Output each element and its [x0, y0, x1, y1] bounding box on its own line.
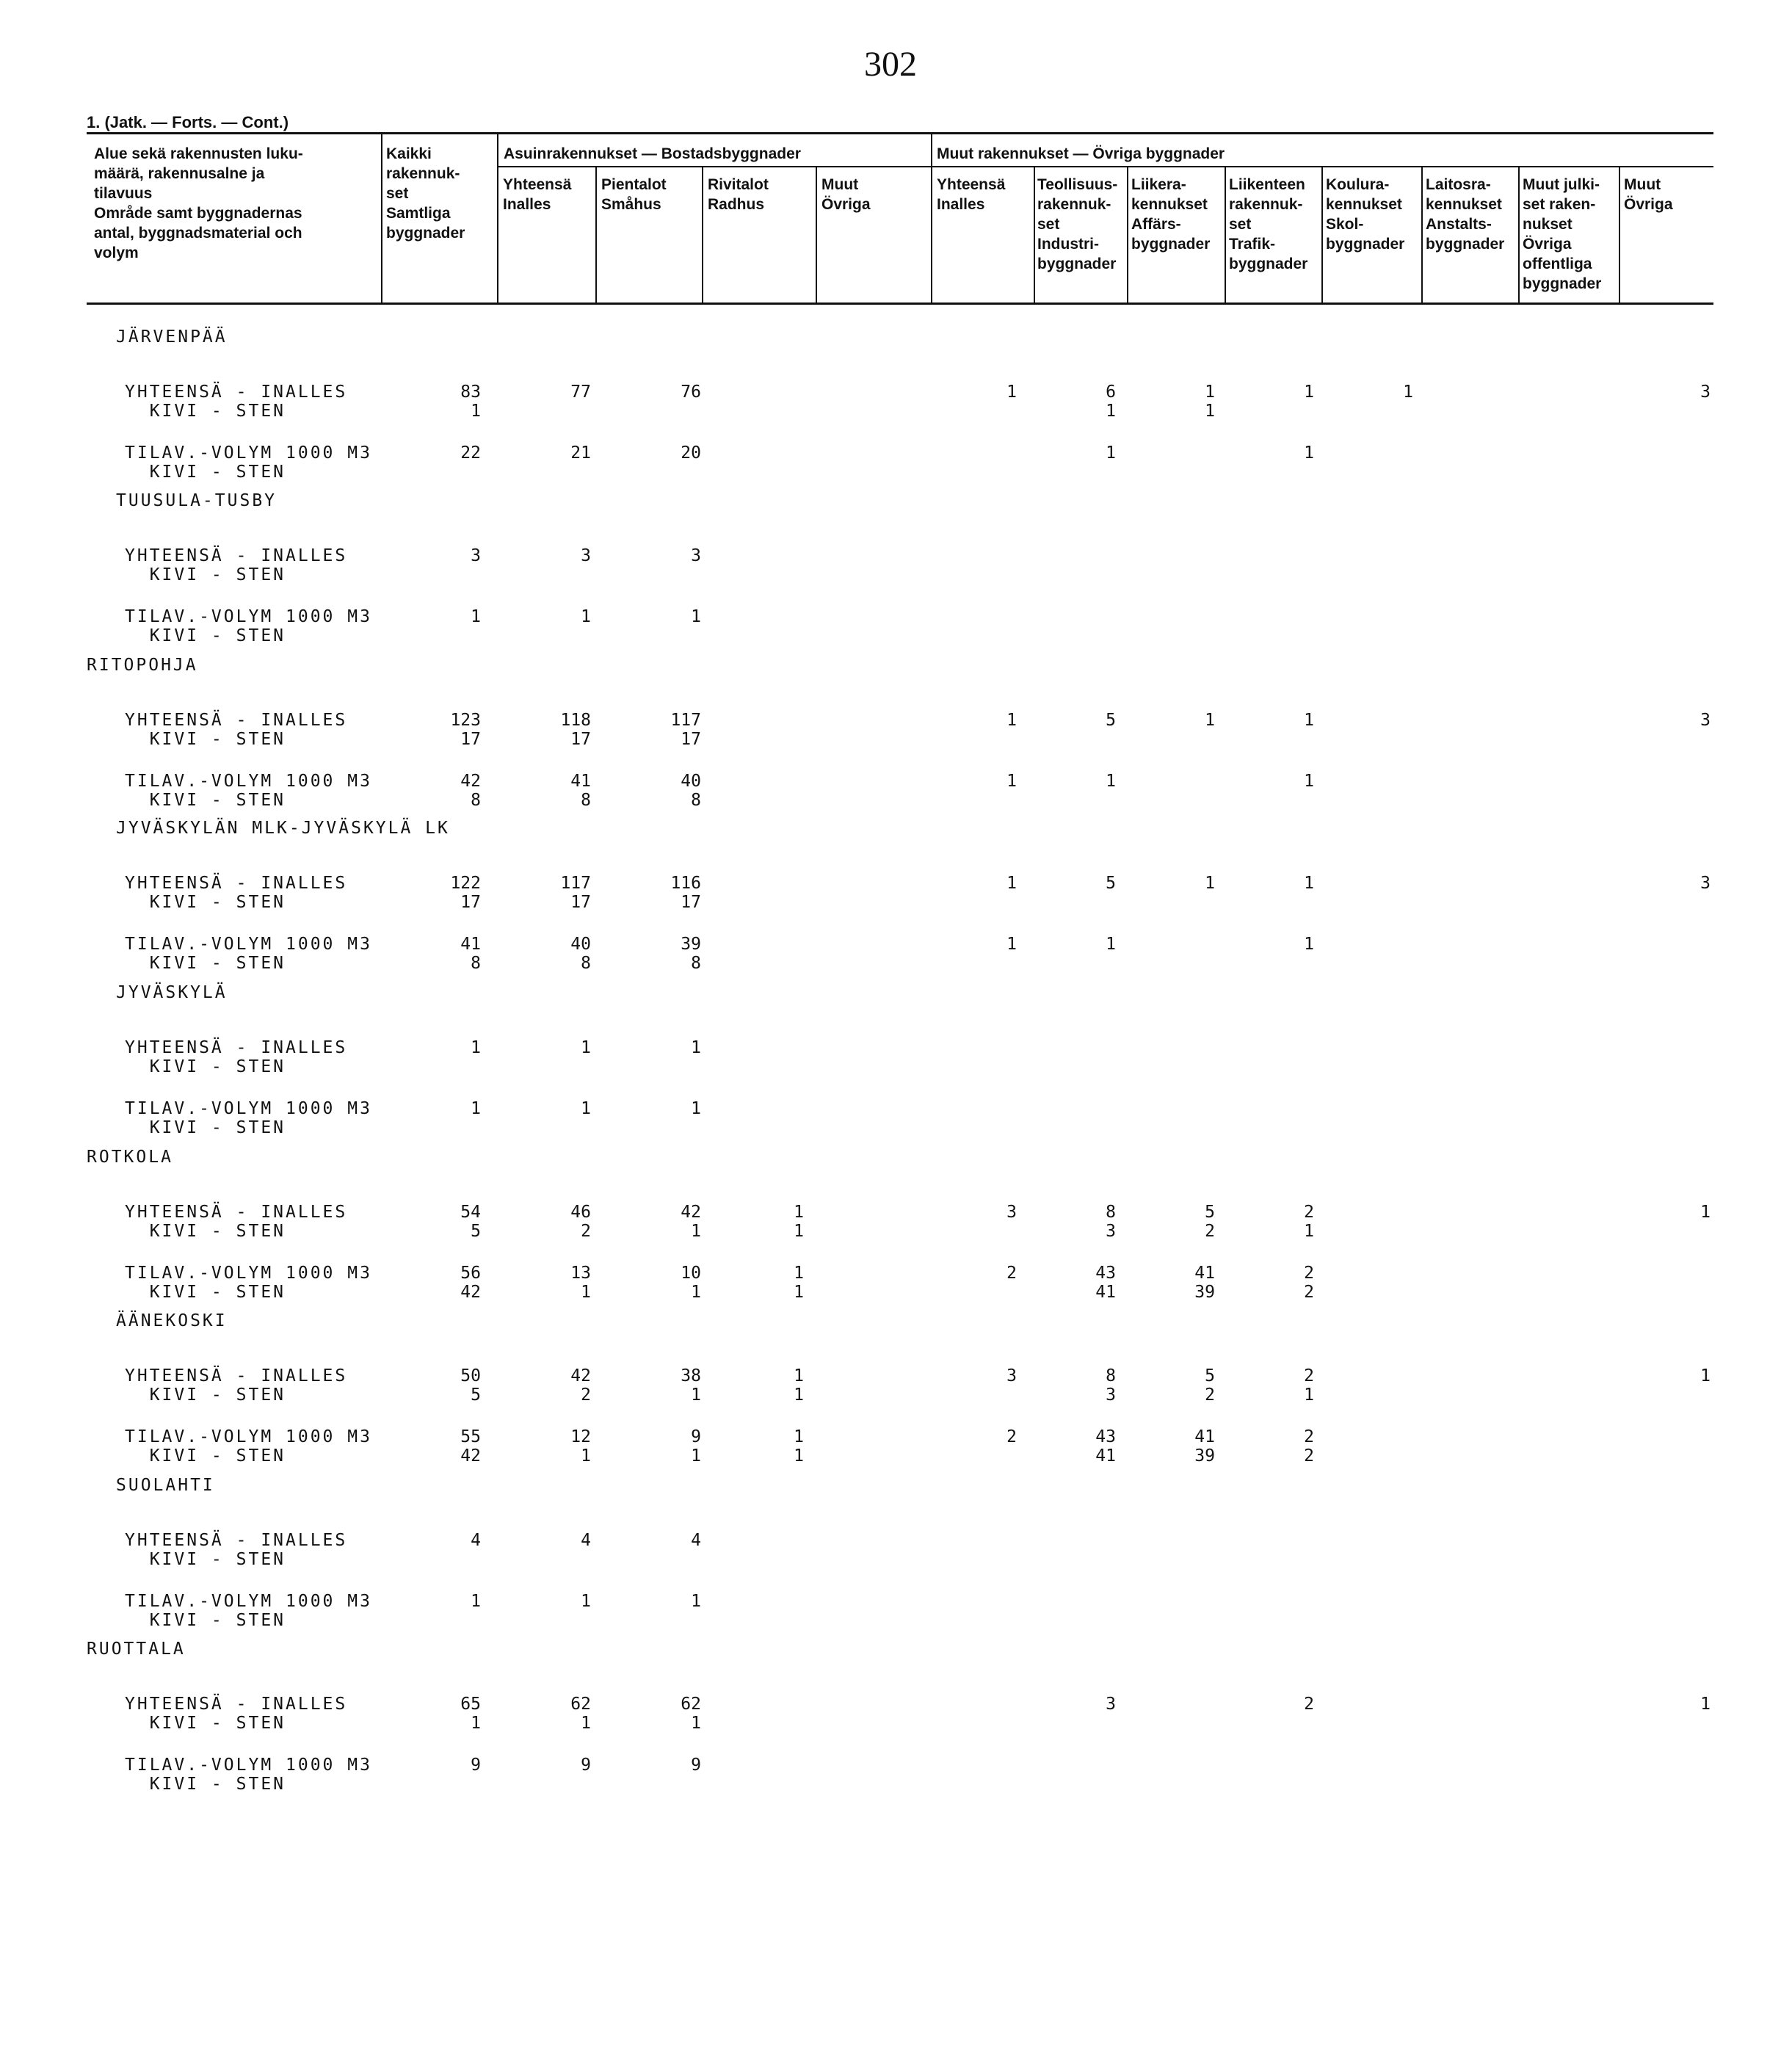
header-bottom-rule [87, 303, 1713, 305]
table-cell: 65 [460, 1695, 481, 1714]
table-cell: 1 [691, 1038, 701, 1057]
table-cell: 2 [1304, 1446, 1314, 1466]
row-label: YHTEENSÄ - INALLES [125, 1366, 348, 1385]
table-cell: 39 [681, 935, 701, 954]
table-cell: 41 [460, 935, 481, 954]
table-cell: 1 [1006, 874, 1017, 893]
table-cell: 8 [691, 791, 701, 810]
table-cell: 8 [581, 791, 591, 810]
residential-group-header: Asuinrakennukset — Bostadsbyggnader [504, 145, 801, 162]
table-cell: 38 [681, 1366, 701, 1385]
table-cell: 3 [1006, 1366, 1017, 1385]
page-number: 302 [864, 45, 917, 84]
table-cell: 40 [570, 935, 591, 954]
table-cell: 2 [1304, 1283, 1314, 1302]
row-label: KIVI - STEN [125, 893, 286, 912]
table-cell: 2 [1304, 1203, 1314, 1222]
table-cell: 42 [460, 772, 481, 791]
table-cell: 2 [1304, 1264, 1314, 1283]
table-cell: 41 [570, 772, 591, 791]
table-cell: 1 [1006, 935, 1017, 954]
table-cell: 1 [471, 1714, 481, 1733]
table-cell: 55 [460, 1427, 481, 1446]
table-cell: 122 [450, 874, 481, 893]
col-divider [595, 166, 597, 303]
table-cell: 1 [691, 1592, 701, 1611]
table-cell: 1 [1205, 402, 1215, 421]
table-cell: 21 [570, 443, 591, 463]
table-cell: 1 [581, 1283, 591, 1302]
table-cell: 41 [1095, 1283, 1116, 1302]
table-cell: 1 [691, 1222, 701, 1241]
table-cell: 1 [794, 1366, 804, 1385]
table-cell: 1 [1304, 874, 1314, 893]
row-label: KIVI - STEN [125, 1283, 286, 1302]
table-cell: 9 [471, 1756, 481, 1775]
table-cell: 46 [570, 1203, 591, 1222]
table-cell: 12 [570, 1427, 591, 1446]
col-divider [816, 166, 817, 303]
row-label: YHTEENSÄ - INALLES [125, 711, 348, 730]
total-header: Kaikki rakennuk- set Samtliga byggnader [386, 145, 465, 242]
table-cell: 8 [471, 954, 481, 973]
row-label: TILAV.-VOLYM 1000 M3 [125, 1264, 372, 1283]
table-cell: 1 [1304, 1222, 1314, 1241]
table-cell: 1 [1700, 1366, 1711, 1385]
column-header: Rivitalot Radhus [708, 176, 769, 213]
row-label: TILAV.-VOLYM 1000 M3 [125, 935, 372, 954]
region-heading: TUUSULA-TUSBY [116, 491, 278, 510]
table-cell: 2 [581, 1385, 591, 1405]
table-cell: 17 [681, 893, 701, 912]
table-cell: 41 [1095, 1446, 1116, 1466]
row-label: KIVI - STEN [125, 1775, 286, 1794]
table-cell: 6 [1106, 383, 1116, 402]
region-heading: ÄÄNEKOSKI [116, 1311, 228, 1330]
table-cell: 40 [681, 772, 701, 791]
table-cell: 1 [581, 607, 591, 626]
table-cell: 118 [560, 711, 591, 730]
table-cell: 76 [681, 383, 701, 402]
group-rule-residential [498, 166, 931, 167]
row-label: TILAV.-VOLYM 1000 M3 [125, 1592, 372, 1611]
table-cell: 43 [1095, 1427, 1116, 1446]
table-cell: 41 [1194, 1264, 1215, 1283]
col-divider [1619, 166, 1620, 303]
table-cell: 1 [1006, 772, 1017, 791]
table-cell: 1 [1106, 935, 1116, 954]
row-label: YHTEENSÄ - INALLES [125, 1038, 348, 1057]
table-cell: 3 [1106, 1385, 1116, 1405]
table-cell: 41 [1194, 1427, 1215, 1446]
table-cell: 1 [581, 1446, 591, 1466]
col-divider [1321, 166, 1323, 303]
table-cell: 4 [471, 1531, 481, 1550]
col-divider [931, 132, 932, 303]
table-cell: 1 [1700, 1203, 1711, 1222]
row-label: YHTEENSÄ - INALLES [125, 1695, 348, 1714]
table-cell: 3 [1700, 383, 1711, 402]
column-header: Muut Övriga [821, 176, 871, 213]
table-cell: 1 [1304, 383, 1314, 402]
table-cell: 5 [1106, 874, 1116, 893]
table-cell: 2 [1304, 1427, 1314, 1446]
row-label: TILAV.-VOLYM 1000 M3 [125, 772, 372, 791]
header-top-rule [87, 132, 1713, 134]
row-label: KIVI - STEN [125, 730, 286, 749]
region-heading: SUOLAHTI [116, 1476, 215, 1495]
table-cell: 1 [581, 1714, 591, 1733]
column-header: Muut julki- set raken- nukset Övriga offentliga byggnader [1523, 176, 1602, 292]
table-cell: 1 [471, 402, 481, 421]
col-divider [1225, 166, 1226, 303]
row-label: KIVI - STEN [125, 1714, 286, 1733]
table-cell: 1 [794, 1385, 804, 1405]
col-divider [1518, 166, 1520, 303]
row-label: KIVI - STEN [125, 791, 286, 810]
table-cell: 9 [691, 1427, 701, 1446]
table-cell: 1 [794, 1222, 804, 1241]
table-cell: 3 [581, 546, 591, 565]
table-cell: 17 [570, 730, 591, 749]
table-cell: 8 [1106, 1366, 1116, 1385]
col-divider [1421, 166, 1423, 303]
table-cell: 123 [450, 711, 481, 730]
table-cell: 1 [794, 1427, 804, 1446]
table-cell: 8 [1106, 1203, 1116, 1222]
table-cell: 1 [1106, 772, 1116, 791]
column-header: Yhteensä Inalles [937, 176, 1006, 213]
table-cell: 117 [560, 874, 591, 893]
table-cell: 10 [681, 1264, 701, 1283]
table-cell: 43 [1095, 1264, 1116, 1283]
row-label: KIVI - STEN [125, 1446, 286, 1466]
table-cell: 1 [794, 1283, 804, 1302]
table-cell: 3 [691, 546, 701, 565]
table-cell: 8 [691, 954, 701, 973]
table-cell: 62 [570, 1695, 591, 1714]
table-cell: 3 [1106, 1695, 1116, 1714]
table-cell: 77 [570, 383, 591, 402]
table-cell: 56 [460, 1264, 481, 1283]
table-cell: 2 [1006, 1264, 1017, 1283]
table-cell: 117 [670, 711, 701, 730]
table-cell: 1 [1006, 711, 1017, 730]
table-cell: 54 [460, 1203, 481, 1222]
table-cell: 1 [691, 607, 701, 626]
row-label: YHTEENSÄ - INALLES [125, 874, 348, 893]
column-header: Laitosra- kennukset Anstalts- byggnader [1426, 176, 1505, 253]
row-label: TILAV.-VOLYM 1000 M3 [125, 1756, 372, 1775]
table-cell: 5 [1205, 1366, 1215, 1385]
row-label: KIVI - STEN [125, 1222, 286, 1241]
region-heading: JÄRVENPÄÄ [116, 327, 228, 347]
row-label: KIVI - STEN [125, 954, 286, 973]
table-cell: 1 [1205, 711, 1215, 730]
table-cell: 5 [1205, 1203, 1215, 1222]
table-cell: 5 [471, 1385, 481, 1405]
column-header: Liikenteen rakennuk- set Trafik- byggnader [1229, 176, 1308, 272]
table-cell: 1 [691, 1099, 701, 1118]
table-cell: 1 [794, 1203, 804, 1222]
table-cell: 1 [1106, 443, 1116, 463]
table-cell: 1 [471, 607, 481, 626]
row-label: KIVI - STEN [125, 565, 286, 584]
table-cell: 1 [581, 1038, 591, 1057]
table-cell: 1 [691, 1446, 701, 1466]
table-cell: 39 [1194, 1283, 1215, 1302]
row-label: KIVI - STEN [125, 626, 286, 645]
row-label: KIVI - STEN [125, 1385, 286, 1405]
row-label: KIVI - STEN [125, 1057, 286, 1076]
table-cell: 5 [1106, 711, 1116, 730]
table-cell: 5 [471, 1222, 481, 1241]
table-cell: 17 [681, 730, 701, 749]
table-cell: 1 [1304, 772, 1314, 791]
table-cell: 20 [681, 443, 701, 463]
col-divider [1034, 166, 1035, 303]
table-cell: 4 [691, 1531, 701, 1550]
region-heading: RUOTTALA [87, 1640, 186, 1659]
table-cell: 8 [581, 954, 591, 973]
col-divider [381, 132, 382, 303]
stub-header: Alue sekä rakennusten luku- määrä, rakennusalne ja tilavuus Område samt byggnadernas antal, byggnadsmaterial och volym [94, 145, 303, 261]
table-cell: 42 [570, 1366, 591, 1385]
table-cell: 2 [1304, 1366, 1314, 1385]
column-header: Muut Övriga [1624, 176, 1673, 213]
table-cell: 2 [1304, 1695, 1314, 1714]
table-cell: 1 [691, 1714, 701, 1733]
column-header: Yhteensä Inalles [503, 176, 572, 213]
region-heading: JYVÄSKYLÄN MLK-JYVÄSKYLÄ LK [116, 819, 450, 838]
table-cell: 1 [1304, 711, 1314, 730]
row-label: TILAV.-VOLYM 1000 M3 [125, 443, 372, 463]
table-cell: 17 [570, 893, 591, 912]
table-cell: 42 [460, 1283, 481, 1302]
table-cell: 17 [460, 893, 481, 912]
table-cell: 1 [1700, 1695, 1711, 1714]
table-cell: 2 [1205, 1385, 1215, 1405]
table-cell: 42 [460, 1446, 481, 1466]
row-label: YHTEENSÄ - INALLES [125, 546, 348, 565]
table-cell: 2 [1205, 1222, 1215, 1241]
table-cell: 3 [471, 546, 481, 565]
table-cell: 1 [471, 1099, 481, 1118]
row-label: KIVI - STEN [125, 1118, 286, 1137]
table-cell: 50 [460, 1366, 481, 1385]
row-label: TILAV.-VOLYM 1000 M3 [125, 1427, 372, 1446]
table-cell: 1 [1304, 1385, 1314, 1405]
other-group-header: Muut rakennukset — Övriga byggnader [937, 145, 1225, 162]
table-cell: 1 [471, 1592, 481, 1611]
table-cell: 13 [570, 1264, 591, 1283]
table-cell: 1 [581, 1592, 591, 1611]
table-cell: 39 [1194, 1446, 1215, 1466]
column-header: Teollisuus- rakennuk- set Industri- byggnader [1037, 176, 1118, 272]
table-cell: 4 [581, 1531, 591, 1550]
table-cell: 83 [460, 383, 481, 402]
table-cell: 1 [581, 1099, 591, 1118]
table-cell: 1 [691, 1385, 701, 1405]
row-label: YHTEENSÄ - INALLES [125, 383, 348, 402]
row-label: KIVI - STEN [125, 1550, 286, 1569]
table-cell: 1 [1403, 383, 1413, 402]
table-cell: 8 [471, 791, 481, 810]
table-cell: 3 [1700, 711, 1711, 730]
column-header: Pientalot Småhus [601, 176, 667, 213]
column-header: Liikera- kennukset Affärs- byggnader [1131, 176, 1211, 253]
table-cell: 3 [1700, 874, 1711, 893]
table-cell: 9 [691, 1756, 701, 1775]
table-cell: 1 [471, 1038, 481, 1057]
row-label: KIVI - STEN [125, 463, 286, 482]
table-cell: 2 [581, 1222, 591, 1241]
table-cell: 1 [1106, 402, 1116, 421]
region-heading: ROTKOLA [87, 1148, 173, 1167]
row-label: TILAV.-VOLYM 1000 M3 [125, 1099, 372, 1118]
table-cell: 9 [581, 1756, 591, 1775]
table-cell: 1 [691, 1283, 701, 1302]
table-cell: 1 [1006, 383, 1017, 402]
row-label: YHTEENSÄ - INALLES [125, 1203, 348, 1222]
region-heading: RITOPOHJA [87, 656, 198, 675]
table-cell: 2 [1006, 1427, 1017, 1446]
column-header: Koulura- kennukset Skol- byggnader [1326, 176, 1405, 253]
col-divider [1127, 166, 1128, 303]
table-caption: 1. (Jatk. — Forts. — Cont.) [87, 113, 289, 131]
col-divider [702, 166, 703, 303]
table-cell: 1 [1304, 443, 1314, 463]
table-cell: 42 [681, 1203, 701, 1222]
table-cell: 3 [1006, 1203, 1017, 1222]
row-label: YHTEENSÄ - INALLES [125, 1531, 348, 1550]
table-cell: 3 [1106, 1222, 1116, 1241]
table-cell: 22 [460, 443, 481, 463]
table-cell: 116 [670, 874, 701, 893]
table-cell: 1 [794, 1264, 804, 1283]
table-cell: 17 [460, 730, 481, 749]
row-label: KIVI - STEN [125, 402, 286, 421]
table-cell: 1 [1205, 383, 1215, 402]
table-cell: 62 [681, 1695, 701, 1714]
region-heading: JYVÄSKYLÄ [116, 983, 228, 1002]
row-label: TILAV.-VOLYM 1000 M3 [125, 607, 372, 626]
row-label: KIVI - STEN [125, 1611, 286, 1630]
table-cell: 1 [794, 1446, 804, 1466]
col-divider [497, 132, 498, 303]
table-cell: 1 [1304, 935, 1314, 954]
table-cell: 1 [1205, 874, 1215, 893]
